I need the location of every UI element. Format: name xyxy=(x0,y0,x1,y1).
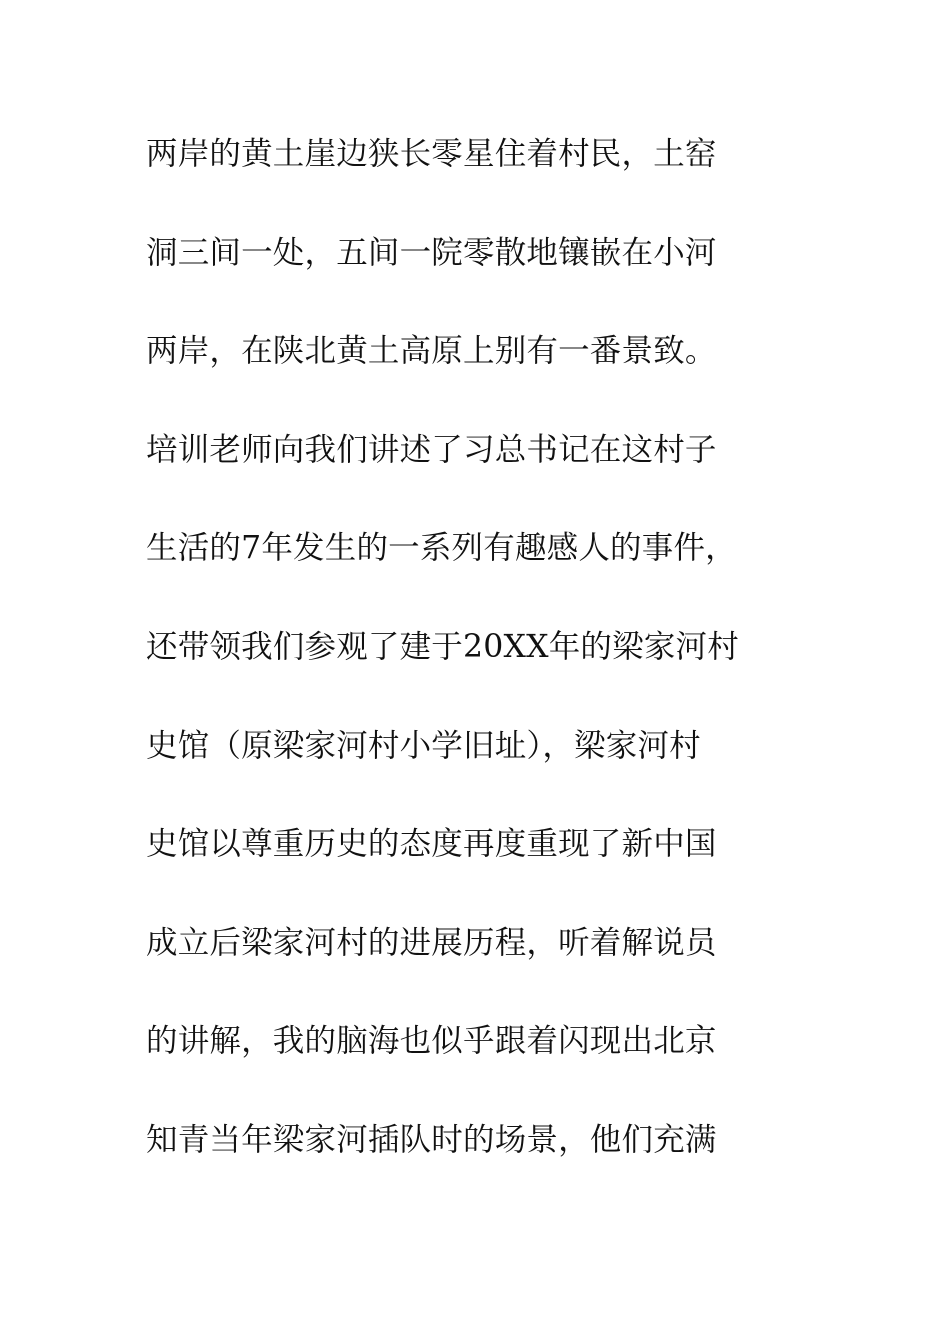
text-line: 两岸，在陕北黄土高原上别有一番景致。 xyxy=(146,333,717,370)
text-line: 的讲解，我的脑海也似乎跟着闪现出北京 xyxy=(146,1023,717,1060)
text-line: 两岸的黄土崖边狭长零星住着村民，土窑 xyxy=(146,136,717,172)
text-line: 培训老师向我们讲述了习总书记在这村子 xyxy=(146,431,717,468)
text-line: 知青当年梁家河插队时的场景，他们充满 xyxy=(146,1121,717,1158)
text-line: 还带领我们参观了建于20XX年的梁家河村 xyxy=(146,628,739,665)
text-line: 洞三间一处，五间一院零散地镶嵌在小河 xyxy=(146,234,717,271)
text-line: 成立后梁家河村的进展历程，听着解说员 xyxy=(146,924,717,961)
text-line: 史馆（原梁家河村小学旧址），梁家河村 xyxy=(146,727,701,764)
text-line: 史馆以尊重历史的态度再度重现了新中国 xyxy=(146,826,717,863)
body-text xyxy=(146,128,806,1213)
text-line: 生活的7年发生的一系列有趣感人的事件， xyxy=(146,530,737,567)
